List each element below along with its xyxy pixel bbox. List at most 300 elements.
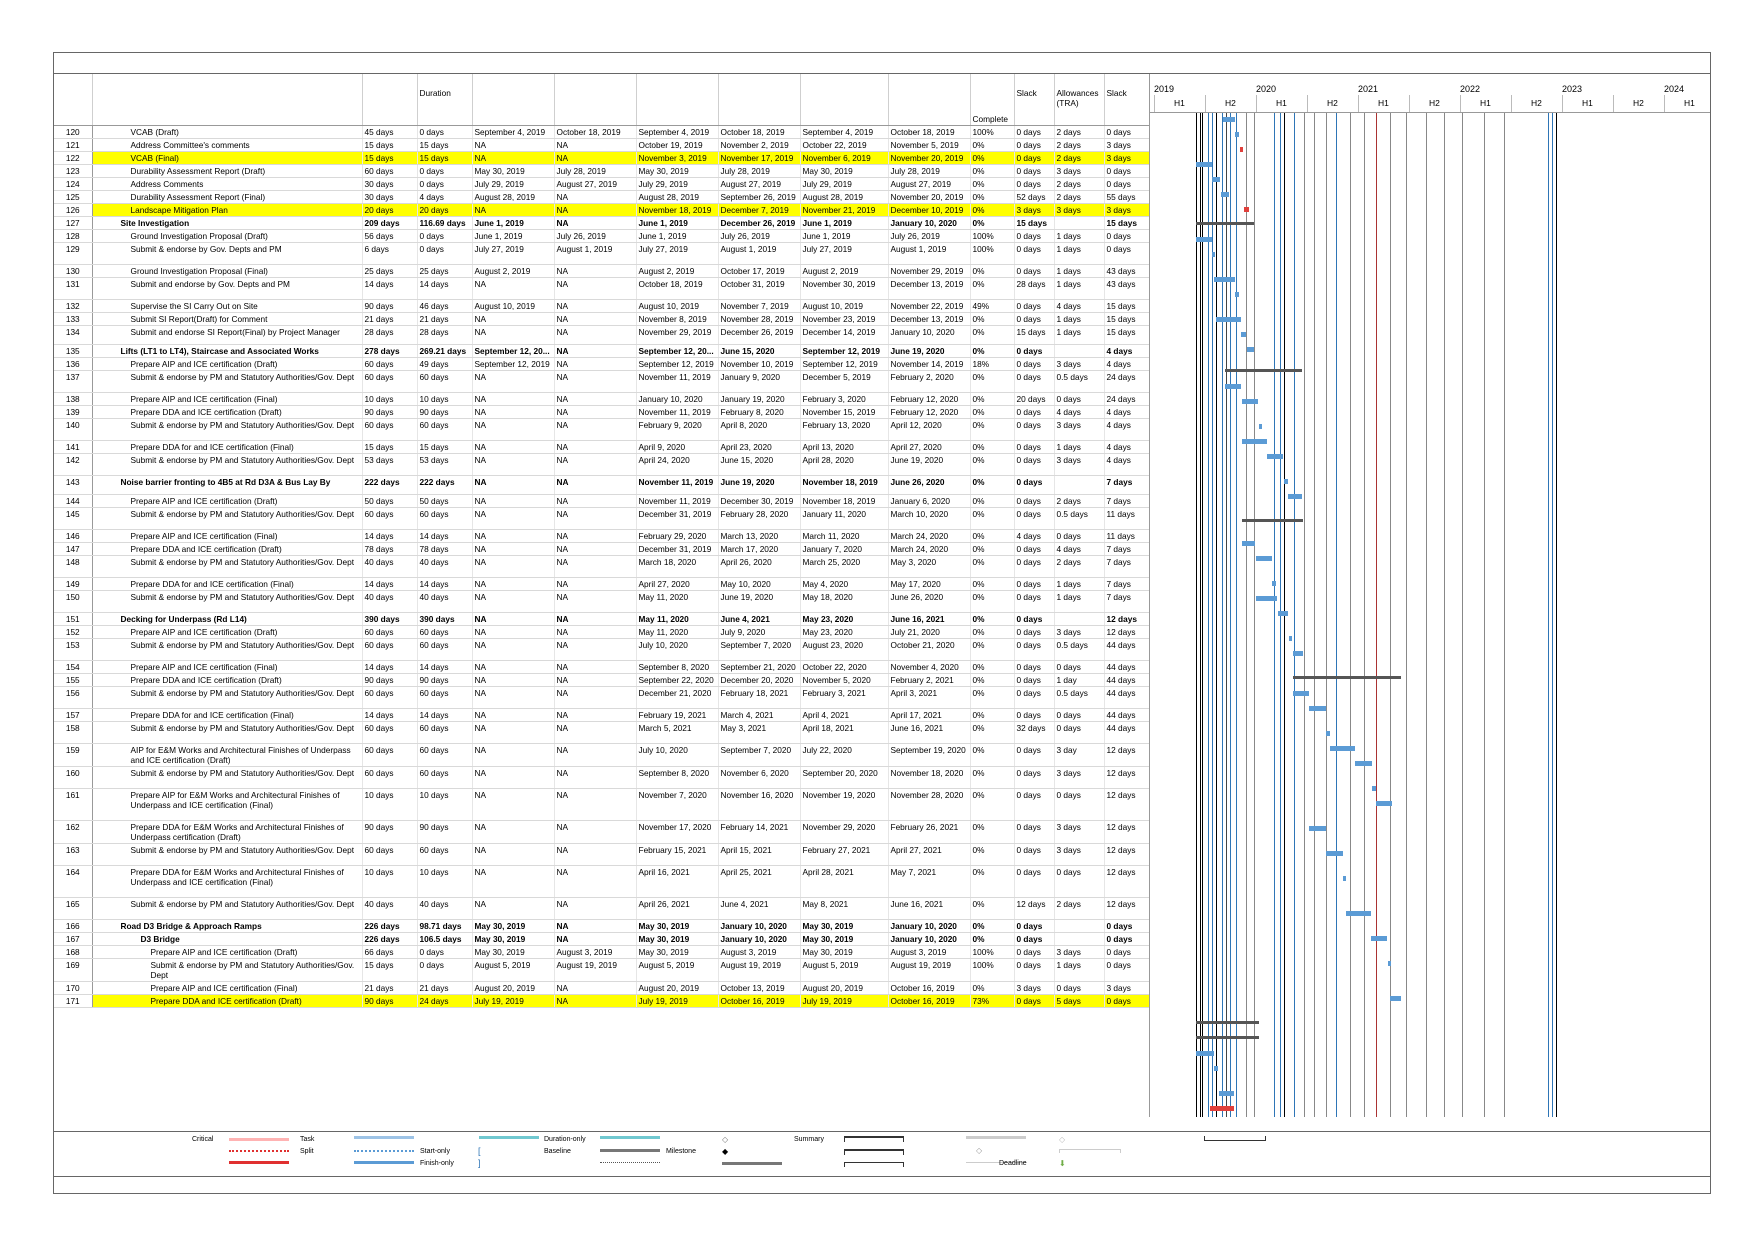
task-name-cell[interactable]: Submit SI Report(Draft) for Comment [92, 313, 362, 326]
gantt-bar[interactable] [1346, 911, 1371, 916]
actual-finish-cell: NA [554, 687, 636, 709]
gantt-bar[interactable] [1256, 556, 1272, 561]
total-slack-cell: 4 days [1104, 406, 1149, 419]
gantt-bar[interactable] [1196, 1036, 1259, 1039]
task-name-cell[interactable]: Road D3 Bridge & Approach Ramps [92, 920, 362, 933]
task-name-cell[interactable]: Submit & endorse by PM and Statutory Authorities/Gov. Dept [92, 687, 362, 709]
gantt-bar[interactable] [1390, 996, 1401, 1001]
task-row[interactable] [54, 165, 1149, 178]
duration-cell: 90 days [362, 821, 417, 844]
task-row[interactable] [54, 709, 1149, 722]
task-name-cell[interactable]: Prepare DDA and ICE certification (Draft) [92, 406, 362, 419]
legend-baseline-swatch [600, 1149, 660, 1152]
col-header-duration[interactable] [362, 74, 417, 126]
late-finish-cell: June 26, 2020 [888, 591, 970, 613]
task-name-cell[interactable]: Submit & endorse by PM and Statutory Authorities/Gov. Dept [92, 639, 362, 661]
late-finish-cell: June 19, 2020 [888, 454, 970, 476]
total-slack-cell: 12 days [1104, 613, 1149, 626]
task-id-cell: 168 [54, 946, 92, 959]
gantt-bar[interactable] [1288, 494, 1303, 499]
gantt-bar[interactable] [1309, 826, 1325, 831]
col-header-remaining-duration[interactable]: Duration [417, 74, 472, 126]
remaining-duration-cell: 15 days [417, 441, 472, 454]
task-name-cell[interactable]: VCAB (Final) [92, 152, 362, 165]
actual-finish-cell: NA [554, 139, 636, 152]
early-start-cell: July 10, 2020 [636, 744, 718, 767]
gantt-bar[interactable] [1214, 1066, 1218, 1071]
task-name-cell[interactable]: Submit & endorse by PM and Statutory Authorities/Gov. Dept [92, 722, 362, 744]
timescale-divider [1358, 95, 1359, 112]
gantt-bar[interactable] [1235, 132, 1239, 137]
free-slack-cell: 0 days [1014, 495, 1054, 508]
task-row[interactable] [54, 152, 1149, 165]
free-slack-cell: 0 days [1014, 821, 1054, 844]
task-name-cell[interactable]: Submit & endorse by PM and Statutory Authorities/Gov. Dept [92, 767, 362, 789]
gantt-bar[interactable] [1293, 676, 1402, 679]
actual-start-cell: NA [472, 639, 554, 661]
task-id-cell: 134 [54, 326, 92, 345]
task-id-cell: 170 [54, 982, 92, 995]
late-start-cell: May 30, 2019 [800, 920, 888, 933]
task-row[interactable] [54, 556, 1149, 578]
late-start-cell: September 12, 2019 [800, 358, 888, 371]
gantt-bar[interactable] [1247, 347, 1255, 352]
col-header-percent-complete[interactable]: Complete [970, 74, 1014, 126]
percent-complete-cell: 0% [970, 556, 1014, 578]
legend-summary-label: Summary [794, 1136, 824, 1143]
task-id-cell: 145 [54, 508, 92, 530]
actual-start-cell: NA [472, 789, 554, 821]
gantt-bar[interactable] [1244, 207, 1249, 212]
actual-finish-cell: NA [554, 556, 636, 578]
task-id-cell: 120 [54, 126, 92, 139]
legend-finish-only-label: Finish-only [420, 1160, 454, 1167]
task-name-cell[interactable]: Submit & endorse by PM and Statutory Authorities/Gov. Dept [92, 371, 362, 393]
gantt-bar[interactable] [1225, 369, 1302, 372]
actual-start-cell: NA [472, 454, 554, 476]
gantt-bar[interactable] [1196, 162, 1212, 167]
gantt-bar[interactable] [1272, 581, 1276, 586]
actual-start-cell: August 20, 2019 [472, 982, 554, 995]
early-start-cell: June 1, 2019 [636, 217, 718, 230]
gantt-bar[interactable] [1330, 746, 1355, 751]
early-finish-cell: October 31, 2019 [718, 278, 800, 300]
free-slack-cell: 0 days [1014, 789, 1054, 821]
gantt-bar[interactable] [1196, 222, 1254, 225]
task-name-cell[interactable]: Prepare AIP and ICE certification (Final) [92, 661, 362, 674]
gantt-bar[interactable] [1293, 651, 1304, 656]
task-name-cell[interactable]: Submit & endorse by PM and Statutory Authorities/Gov. Dept [92, 508, 362, 530]
task-row[interactable] [54, 230, 1149, 243]
task-name-cell[interactable]: Prepare DDA for and ICE certification (Final) [92, 441, 362, 454]
gantt-bar[interactable] [1293, 691, 1309, 696]
task-row[interactable] [54, 844, 1149, 866]
gantt-bar[interactable] [1216, 317, 1241, 322]
task-name-cell[interactable]: Lifts (LT1 to LT4), Staircase and Associated Works [92, 345, 362, 358]
task-row[interactable] [54, 674, 1149, 687]
task-row[interactable] [54, 278, 1149, 300]
task-row[interactable] [54, 441, 1149, 454]
task-name-cell[interactable]: Prepare AIP for E&M Works and Architectural Finishes of Underpass and ICE certification (Final) [92, 789, 362, 821]
task-row[interactable] [54, 419, 1149, 441]
task-row[interactable] [54, 722, 1149, 744]
late-finish-cell: November 4, 2020 [888, 661, 970, 674]
gantt-bar[interactable] [1196, 1021, 1259, 1024]
duration-cell: 20 days [362, 204, 417, 217]
gantt-bar[interactable] [1388, 961, 1391, 966]
task-row[interactable] [54, 495, 1149, 508]
gantt-bar[interactable] [1241, 332, 1247, 337]
late-start-cell: November 18, 2019 [800, 495, 888, 508]
gantt-bar[interactable] [1242, 519, 1304, 522]
late-finish-cell: December 10, 2019 [888, 204, 970, 217]
task-id-cell: 125 [54, 191, 92, 204]
actual-finish-cell: NA [554, 933, 636, 946]
late-finish-cell: June 16, 2021 [888, 898, 970, 920]
task-row[interactable] [54, 543, 1149, 556]
task-id-cell: 166 [54, 920, 92, 933]
task-id-cell: 153 [54, 639, 92, 661]
early-finish-cell: July 28, 2019 [718, 165, 800, 178]
task-name-cell[interactable]: Decking for Underpass (Rd L14) [92, 613, 362, 626]
col-header-late-finish[interactable] [888, 74, 970, 126]
remaining-duration-cell: 60 days [417, 767, 472, 789]
total-slack-cell: 11 days [1104, 530, 1149, 543]
col-header-id[interactable] [54, 74, 92, 126]
actual-start-cell: NA [472, 441, 554, 454]
early-start-cell: November 3, 2019 [636, 152, 718, 165]
task-name-cell[interactable]: Submit & endorse by PM and Statutory Authorities/Gov. Dept [92, 591, 362, 613]
task-name-cell[interactable]: Ground Investigation Proposal (Draft) [92, 230, 362, 243]
percent-complete-cell: 0% [970, 419, 1014, 441]
gantt-bar[interactable] [1240, 147, 1244, 152]
percent-complete-cell: 0% [970, 613, 1014, 626]
legend-summary-swatch-2 [844, 1149, 904, 1155]
gantt-gridline [1200, 113, 1201, 1117]
task-name-cell[interactable]: VCAB (Draft) [92, 126, 362, 139]
task-row[interactable] [54, 178, 1149, 191]
task-row[interactable] [54, 371, 1149, 393]
inactive-milestone-icon: ◇ [976, 1146, 983, 1155]
task-row[interactable] [54, 406, 1149, 419]
task-row[interactable] [54, 358, 1149, 371]
actual-finish-cell: NA [554, 744, 636, 767]
task-row[interactable] [54, 946, 1149, 959]
task-row[interactable] [54, 139, 1149, 152]
task-row[interactable] [54, 959, 1149, 982]
gantt-bar[interactable] [1221, 192, 1229, 197]
task-row[interactable] [54, 866, 1149, 898]
actual-start-cell: July 19, 2019 [472, 995, 554, 1008]
actual-start-cell: May 30, 2019 [472, 920, 554, 933]
percent-complete-cell: 0% [970, 345, 1014, 358]
task-row[interactable] [54, 204, 1149, 217]
task-name-cell[interactable]: Submit & endorse by PM and Statutory Authorities/Gov. Dept [92, 959, 362, 982]
gantt-bar[interactable] [1371, 936, 1387, 941]
gantt-bar[interactable] [1210, 1106, 1235, 1111]
gantt-bar[interactable] [1196, 1051, 1214, 1056]
early-start-cell: April 27, 2020 [636, 578, 718, 591]
task-id-cell: 142 [54, 454, 92, 476]
allowances-cell: 0.5 days [1054, 687, 1104, 709]
task-name-cell[interactable]: Prepare AIP and ICE certification (Draft) [92, 626, 362, 639]
col-header-late-start[interactable] [800, 74, 888, 126]
gantt-bar[interactable] [1326, 851, 1342, 856]
task-row[interactable] [54, 191, 1149, 204]
actual-finish-cell: NA [554, 454, 636, 476]
task-name-cell[interactable]: Prepare DDA and ICE certification (Draft) [92, 543, 362, 556]
col-header-actual-finish[interactable] [554, 74, 636, 126]
task-row[interactable] [54, 345, 1149, 358]
task-name-cell[interactable]: Prepare AIP and ICE certification (Final) [92, 393, 362, 406]
task-row[interactable] [54, 508, 1149, 530]
task-name-cell[interactable]: Prepare DDA for E&M Works and Architectural Finishes of Underpass certification (Draft) [92, 821, 362, 844]
gantt-bar[interactable] [1225, 384, 1241, 389]
late-start-cell: August 23, 2020 [800, 639, 888, 661]
gantt-bar[interactable] [1376, 801, 1392, 806]
task-row[interactable] [54, 898, 1149, 920]
task-name-cell[interactable]: Durability Assessment Report (Final) [92, 191, 362, 204]
legend-task-label: Task [300, 1136, 315, 1143]
task-row[interactable] [54, 613, 1149, 626]
gantt-gridline [1294, 113, 1295, 1117]
late-finish-cell: July 26, 2019 [888, 230, 970, 243]
task-name-cell[interactable]: Prepare DDA and ICE certification (Draft) [92, 674, 362, 687]
late-start-cell: November 15, 2019 [800, 406, 888, 419]
task-row[interactable] [54, 821, 1149, 844]
task-row[interactable] [54, 300, 1149, 313]
actual-start-cell: September 4, 2019 [472, 126, 554, 139]
task-name-cell[interactable]: Landscape Mitigation Plan [92, 204, 362, 217]
late-finish-cell: November 5, 2019 [888, 139, 970, 152]
late-start-cell: November 18, 2019 [800, 476, 888, 495]
actual-finish-cell: NA [554, 358, 636, 371]
total-slack-cell: 3 days [1104, 152, 1149, 165]
task-row[interactable] [54, 661, 1149, 674]
task-row[interactable] [54, 626, 1149, 639]
col-header-task-name[interactable] [92, 74, 362, 126]
gantt-bar[interactable] [1219, 1091, 1234, 1096]
task-name-cell[interactable]: AIP for E&M Works and Architectural Finishes of Underpass and ICE certification (Draft) [92, 744, 362, 767]
task-name-cell[interactable]: Durability Assessment Report (Draft) [92, 165, 362, 178]
gantt-bar[interactable] [1212, 252, 1215, 257]
duration-cell: 6 days [362, 243, 417, 265]
gantt-bar[interactable] [1256, 596, 1278, 601]
remaining-duration-cell: 14 days [417, 661, 472, 674]
task-name-cell[interactable]: Prepare AIP and ICE certification (Draft) [92, 358, 362, 371]
task-row[interactable] [54, 243, 1149, 265]
task-row[interactable] [54, 789, 1149, 821]
actual-finish-cell: August 3, 2019 [554, 946, 636, 959]
task-name-cell[interactable]: Submit & endorse by PM and Statutory Authorities/Gov. Dept [92, 454, 362, 476]
early-finish-cell: June 4, 2021 [718, 613, 800, 626]
task-row[interactable] [54, 476, 1149, 495]
task-name-cell[interactable]: Prepare DDA for and ICE certification (Final) [92, 578, 362, 591]
task-id-cell: 135 [54, 345, 92, 358]
gantt-bar[interactable] [1289, 636, 1293, 641]
task-row[interactable] [54, 393, 1149, 406]
gantt-bar[interactable] [1309, 706, 1325, 711]
allowances-cell: 4 days [1054, 543, 1104, 556]
actual-start-cell: June 1, 2019 [472, 217, 554, 230]
gantt-bar[interactable] [1242, 399, 1258, 404]
legend-duration-swatch [479, 1136, 539, 1139]
task-row[interactable] [54, 313, 1149, 326]
total-slack-cell: 15 days [1104, 326, 1149, 345]
col-header-early-start[interactable] [636, 74, 718, 126]
col-header-free-slack[interactable]: Slack [1014, 74, 1054, 126]
remaining-duration-cell: 60 days [417, 722, 472, 744]
gantt-bar[interactable] [1242, 439, 1267, 444]
percent-complete-cell: 0% [970, 165, 1014, 178]
gantt-bar[interactable] [1235, 292, 1239, 297]
allowances-cell: 0 days [1054, 866, 1104, 898]
task-row[interactable] [54, 326, 1149, 345]
early-start-cell: July 19, 2019 [636, 995, 718, 1008]
task-row[interactable] [54, 933, 1149, 946]
task-row[interactable] [54, 744, 1149, 767]
task-id-cell: 161 [54, 789, 92, 821]
task-name-cell[interactable]: Site Investigation [92, 217, 362, 230]
task-name-cell[interactable]: D3 Bridge [92, 933, 362, 946]
task-name-cell[interactable]: Prepare DDA for E&M Works and Architectural Finishes of Underpass and ICE certification (Final) [92, 866, 362, 898]
task-name-cell[interactable]: Supervise the SI Carry Out on Site [92, 300, 362, 313]
task-name-cell[interactable]: Submit & endorse by PM and Statutory Authorities/Gov. Dept [92, 898, 362, 920]
timescale-divider [1256, 95, 1257, 112]
task-name-cell[interactable]: Address Committee's comments [92, 139, 362, 152]
early-finish-cell: October 16, 2019 [718, 995, 800, 1008]
late-start-cell: May 23, 2020 [800, 626, 888, 639]
task-id-cell: 144 [54, 495, 92, 508]
allowances-cell: 0 days [1054, 393, 1104, 406]
task-row[interactable] [54, 126, 1149, 139]
task-id-cell: 139 [54, 406, 92, 419]
timescale-divider [1205, 95, 1206, 112]
early-finish-cell: January 10, 2020 [718, 920, 800, 933]
late-finish-cell: November 14, 2019 [888, 358, 970, 371]
gantt-bar[interactable] [1372, 786, 1376, 791]
gantt-gridline [1336, 113, 1337, 1117]
gantt-bar[interactable] [1278, 611, 1289, 616]
free-slack-cell: 0 days [1014, 419, 1054, 441]
gantt-bar[interactable] [1223, 117, 1235, 122]
col-header-early-finish[interactable] [718, 74, 800, 126]
gantt-bar[interactable] [1343, 876, 1346, 881]
gantt-bar[interactable] [1214, 277, 1235, 282]
gantt-bar[interactable] [1326, 731, 1330, 736]
task-row[interactable] [54, 687, 1149, 709]
task-name-cell[interactable]: Submit & endorse by Gov. Depts and PM [92, 243, 362, 265]
col-header-total-slack[interactable]: Slack [1104, 74, 1149, 126]
task-name-cell[interactable]: Prepare AIP and ICE certification (Final) [92, 982, 362, 995]
allowances-cell: 1 days [1054, 265, 1104, 278]
task-name-cell[interactable]: Submit & endorse by PM and Statutory Authorities/Gov. Dept [92, 844, 362, 866]
task-row[interactable] [54, 982, 1149, 995]
task-name-cell[interactable]: Submit and endorse by Gov. Depts and PM [92, 278, 362, 300]
task-row[interactable] [54, 591, 1149, 613]
duration-cell: 60 days [362, 371, 417, 393]
early-start-cell: September 12, 20... [636, 345, 718, 358]
early-finish-cell: December 20, 2020 [718, 674, 800, 687]
task-name-cell[interactable]: Submit & endorse by PM and Statutory Authorities/Gov. Dept [92, 419, 362, 441]
gantt-bar[interactable] [1284, 479, 1288, 484]
early-finish-cell: December 30, 2019 [718, 495, 800, 508]
early-finish-cell: January 19, 2020 [718, 393, 800, 406]
actual-finish-cell: NA [554, 419, 636, 441]
early-start-cell: November 29, 2019 [636, 326, 718, 345]
task-name-cell[interactable]: Prepare DDA for and ICE certification (Final) [92, 709, 362, 722]
legend-summary-swatch-3 [844, 1162, 904, 1167]
task-name-cell[interactable]: Prepare AIP and ICE certification (Final) [92, 530, 362, 543]
actual-finish-cell: NA [554, 204, 636, 217]
remaining-duration-cell: 10 days [417, 393, 472, 406]
task-id-cell: 137 [54, 371, 92, 393]
col-header-allowances[interactable]: Allowances (TRA) [1054, 74, 1104, 126]
total-slack-cell: 4 days [1104, 345, 1149, 358]
duration-cell: 60 days [362, 844, 417, 866]
task-row[interactable] [54, 639, 1149, 661]
allowances-cell: 0.5 days [1054, 639, 1104, 661]
actual-finish-cell: NA [554, 393, 636, 406]
early-start-cell: August 28, 2019 [636, 191, 718, 204]
task-row[interactable] [54, 767, 1149, 789]
remaining-duration-cell: 49 days [417, 358, 472, 371]
free-slack-cell: 0 days [1014, 626, 1054, 639]
gantt-bar[interactable] [1267, 454, 1283, 459]
remaining-duration-cell: 40 days [417, 556, 472, 578]
late-finish-cell: October 18, 2019 [888, 126, 970, 139]
task-row[interactable] [54, 995, 1149, 1008]
allowances-cell: 2 days [1054, 495, 1104, 508]
task-name-cell[interactable]: Prepare AIP and ICE certification (Draft) [92, 495, 362, 508]
free-slack-cell: 0 days [1014, 920, 1054, 933]
col-header-actual-start[interactable] [472, 74, 554, 126]
early-start-cell: May 11, 2020 [636, 613, 718, 626]
task-name-cell[interactable]: Submit and endorse SI Report(Final) by Project Manager [92, 326, 362, 345]
gantt-bar[interactable] [1212, 177, 1220, 182]
timescale-year: 2024 [1664, 84, 1685, 94]
legend [54, 1131, 1710, 1177]
task-name-cell[interactable]: Noise barrier fronting to 4B5 at Rd D3A & Bus Lay By [92, 476, 362, 495]
task-row[interactable] [54, 920, 1149, 933]
task-row[interactable] [54, 578, 1149, 591]
allowances-cell: 3 days [1054, 767, 1104, 789]
task-name-cell[interactable]: Address Comments [92, 178, 362, 191]
task-name-cell[interactable]: Submit & endorse by PM and Statutory Authorities/Gov. Dept [92, 556, 362, 578]
task-row[interactable] [54, 530, 1149, 543]
task-name-cell[interactable]: Prepare DDA and ICE certification (Draft) [92, 995, 362, 1008]
allowances-cell: 1 days [1054, 313, 1104, 326]
task-row[interactable] [54, 217, 1149, 230]
allowances-cell: 3 days [1054, 626, 1104, 639]
gantt-bar[interactable] [1242, 541, 1256, 546]
task-name-cell[interactable]: Prepare AIP and ICE certification (Draft) [92, 946, 362, 959]
remaining-duration-cell: 78 days [417, 543, 472, 556]
task-row[interactable] [54, 454, 1149, 476]
gantt-bar[interactable] [1259, 424, 1262, 429]
late-finish-cell: October 21, 2020 [888, 639, 970, 661]
timescale-half: H1 [1684, 98, 1695, 108]
duration-cell: 14 days [362, 578, 417, 591]
gantt-bar[interactable] [1355, 761, 1371, 766]
late-start-cell: November 30, 2019 [800, 278, 888, 300]
task-name-cell[interactable]: Ground Investigation Proposal (Final) [92, 265, 362, 278]
gantt-bar[interactable] [1196, 237, 1211, 242]
actual-finish-cell: NA [554, 406, 636, 419]
task-row[interactable] [54, 265, 1149, 278]
gantt-gridline [1254, 113, 1255, 1117]
duration-cell: 66 days [362, 946, 417, 959]
